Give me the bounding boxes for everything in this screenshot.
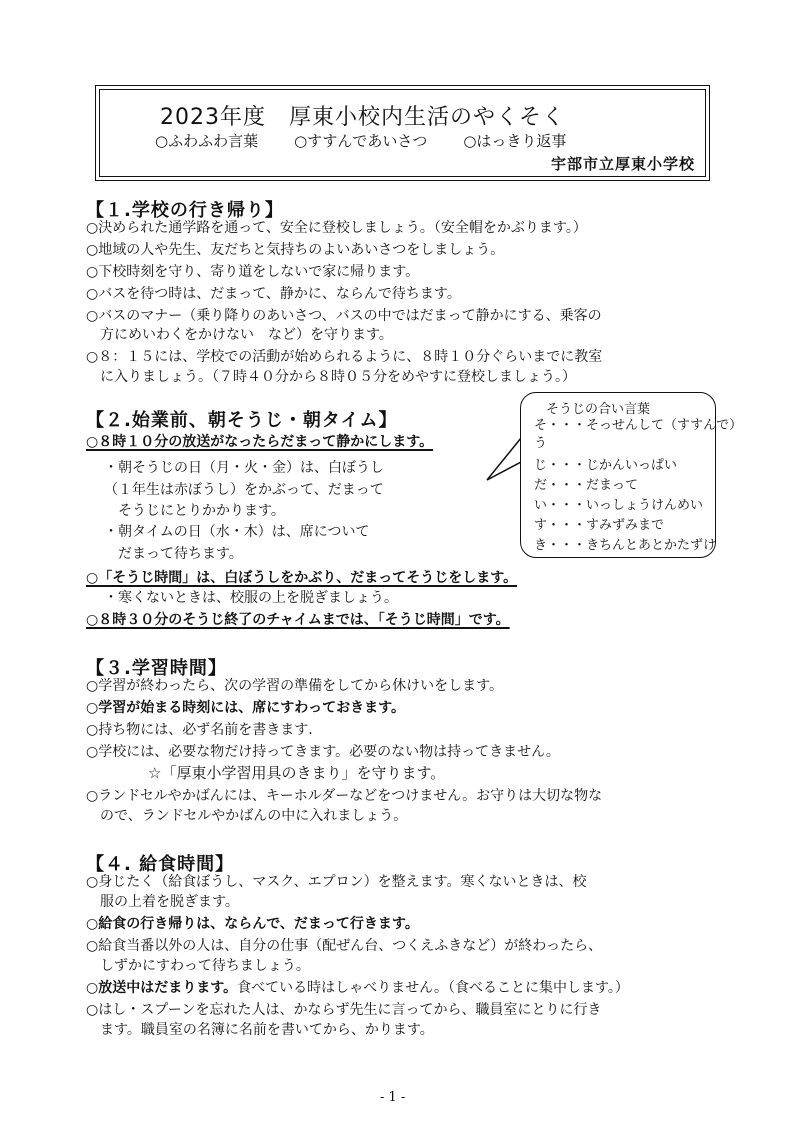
rule-line: 服の上着を脱ぎます。 (100, 894, 239, 910)
motto-row (155, 130, 675, 151)
rule-line: ○地域の人や先生、友だちと気持ちのよいあいさつをしましょう。 (86, 242, 505, 258)
bubble-line: じ・・・じかんいっぱい (534, 458, 678, 473)
rule-line-bold-part: ○放送中はだまります。 (86, 980, 238, 996)
rule-line: ○給食当番以外の人は、自分の仕事（配ぜん台、つくえふきなど）が終わったら、 (86, 938, 603, 954)
rule-line: ○８時３０分のそうじ終了のチャイムまでは、「そうじ時間」です。 (86, 612, 510, 628)
bubble-line: す・・・すみずみまで (534, 518, 665, 533)
bubble-line: き・・・きちんとあとかたずけ (534, 538, 717, 553)
page-number: - 1 - (380, 1090, 406, 1105)
rule-line: ○持ち物には、必ず名前を書きます. (86, 722, 313, 738)
page-title: 2023年度 厚東小校内生活のやくそく (160, 105, 565, 130)
bubble-line: だ・・・だまって (534, 478, 639, 493)
bubble-line: う (534, 436, 548, 451)
rule-line: ○「そうじ時間」は、白ぼうしをかぶり、だまってそうじをします。 (86, 570, 518, 586)
rule-line: ○ランドセルやかばんには、キーホルダーなどをつけません。お守りは大切な物な (86, 788, 603, 804)
school-name: 宇部市立厚東小学校 (550, 155, 695, 173)
bubble-title: そうじの合い言葉 (546, 402, 651, 417)
rule-line: ○８時１０分の放送がなったらだまって静かにします。 (86, 434, 434, 450)
rule-line: しずかにすわって待ちましょう。 (100, 958, 310, 974)
rule-line-part: 食べている時はしゃべりません。（食べることに集中します。） (237, 980, 629, 996)
rule-line: ○下校時刻を守り、寄り道をしないで家に帰ります。 (86, 264, 420, 280)
section-heading-2: 【２.始業前、朝そうじ・朝タイム】 (86, 410, 398, 431)
rule-line: 方にめいわくをかけない など）を守ります。 (100, 327, 393, 343)
rule-line: ○はし・スプーンを忘れた人は、かならず先生に言ってから、職員室にとりに行き (86, 1002, 602, 1018)
rule-line: ○学校には、必要な物だけ持ってきます。必要のない物は持ってきません。 (86, 744, 560, 760)
section-heading-1: 【１.学校の行き帰り】 (86, 200, 284, 221)
rule-line: そうじにとりかかります。 (118, 503, 285, 519)
rule-line: ☆「厚東小学習用具のきまり」を守ります。 (148, 764, 446, 782)
rule-line: （１年生は赤ぼうし）をかぶって、だまって (104, 482, 384, 498)
rule-line: ○身じたく（給食ぼうし、マスク、エプロン）を整えます。寒くないときは、校 (86, 874, 587, 890)
rule-line: ので、ランドセルやかばんの中に入れましょう。 (100, 808, 408, 824)
section-heading-3: 【３.学習時間】 (86, 658, 227, 679)
section-heading-4: 【４. 給食時間】 (86, 854, 235, 875)
rule-line: ○決められた通学路を通って、安全に登校しましょう。（安全帽をかぶります。） (86, 220, 587, 236)
rule-line: ○給食の行き帰りは、ならんで、だまって行きます。 (86, 916, 419, 932)
bubble-line: そ・・・そっせんして（すすんで） (534, 418, 743, 433)
rule-line: ○学習が終わったら、次の学習の準備をしてから休けいをします。 (86, 678, 503, 694)
bubble-tail (484, 432, 524, 492)
rule-line: ・朝タイムの日（水・木）は、席について (104, 524, 370, 540)
rule-line: に入りましょう。（７時４０分から８時０５分をめやすに登校しましょう。） (100, 369, 576, 385)
rule-line: ○学習が始まる時刻には、席にすわっておきます。 (86, 700, 405, 716)
rule-line (86, 979, 726, 997)
motto-item: ○ふわふわ言葉 (155, 132, 259, 150)
motto-item: ○はっきり返事 (463, 132, 567, 150)
bubble-line: い・・・いっしょうけんめい (534, 498, 704, 513)
rule-line: だまって待ちます。 (118, 546, 243, 562)
rule-line: ○バスのマナー（乗り降りのあいさつ、バスの中ではだまって静かにする、乗客の (86, 308, 602, 324)
rule-line: ○８：１５には、学校での活動が始められるように、８時１０分ぐらいまでに教室 (86, 349, 603, 365)
rule-line: ます。職員室の名簿に名前を書いてから、かります。 (100, 1022, 434, 1038)
motto-item: ○すすんであいさつ (294, 132, 428, 150)
rule-line: ・朝そうじの日（月・火・金）は、白ぼうし (104, 460, 384, 476)
rule-line: ・寒くないときは、校服の上を脱ぎましょう。 (104, 590, 398, 606)
rule-line: ○バスを待つ時は、だまって、静かに、ならんで待ちます。 (86, 286, 461, 302)
